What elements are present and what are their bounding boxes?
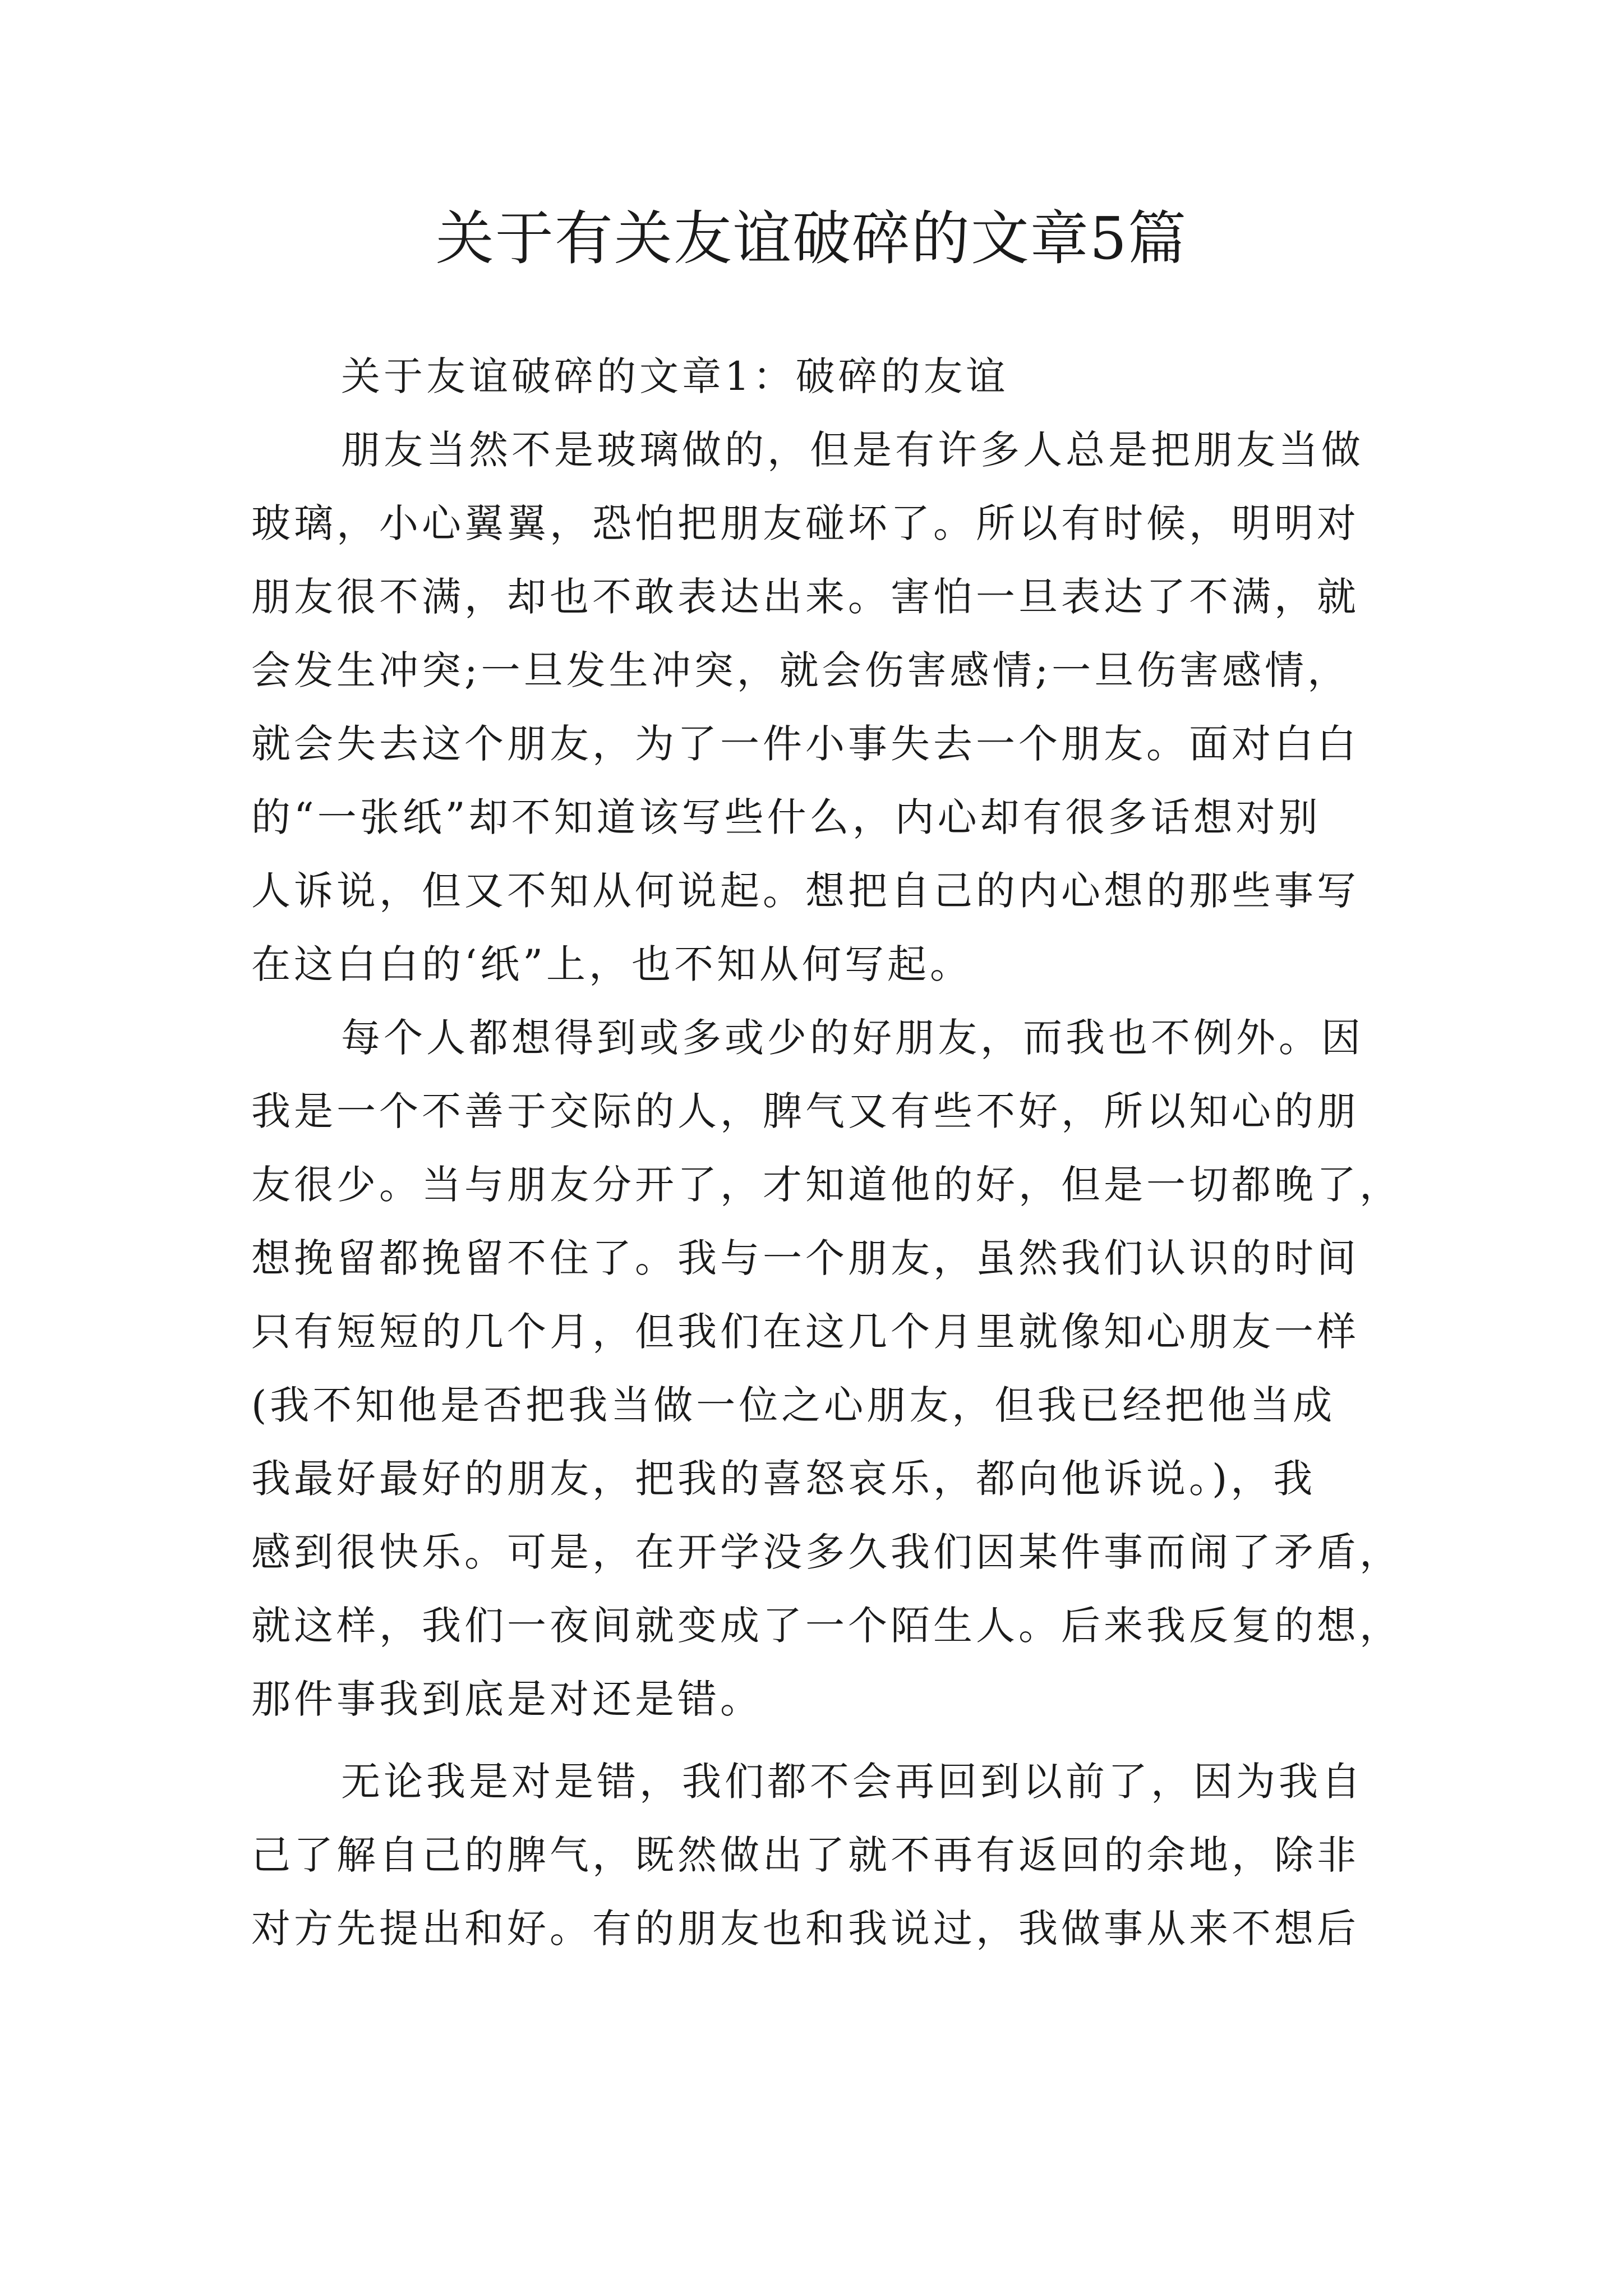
paragraph-line: 就会失去这个朋友，为了一件小事失去一个朋友。面对白白 — [251, 721, 1359, 767]
paragraph-line: 就这样，我们一夜间就变成了一个陌生人。后来我反复的想， — [251, 1603, 1402, 1649]
paragraph-1 — [251, 413, 1395, 1001]
paragraph-line: 只有短短的几个月，但我们在这几个月里就像知心朋友一样 — [251, 1309, 1359, 1355]
paragraph-line: 对方先提出和好。有的朋友也和我说过，我做事从来不想后 — [251, 1906, 1359, 1952]
paragraph-line: 朋友当然不是玻璃做的，但是有许多人总是把朋友当做 — [341, 427, 1364, 473]
paragraph-line: 那件事我到底是对还是错。 — [251, 1676, 763, 1722]
paragraph-line: 我是一个不善于交际的人，脾气又有些不好，所以知心的朋 — [251, 1088, 1359, 1134]
document-title: 关于有关友谊破碎的文章5篇 — [435, 204, 1188, 273]
paragraph-line: (我不知他是否把我当做一位之心朋友，但我已经把他当成 — [251, 1382, 1336, 1428]
paragraph-2 — [251, 1001, 1402, 1736]
paragraph-line: 想挽留都挽留不住了。我与一个朋友，虽然我们认识的时间 — [251, 1235, 1359, 1281]
paragraph-line: 的“一张纸”却不知道该写些什么，内心却有很多话想对别 — [251, 794, 1321, 840]
paragraph-line: 感到很快乐。可是，在开学没多久我们因某件事而闹了矛盾， — [251, 1529, 1402, 1575]
paragraph-line: 在这白白的‘纸”上，也不知从何写起。 — [251, 941, 973, 987]
paragraph-line: 朋友很不满，却也不敢表达出来。害怕一旦表达了不满，就 — [251, 574, 1359, 620]
document-body — [251, 340, 1402, 1966]
article-subheading: 关于友谊破碎的文章1：破碎的友谊 — [341, 353, 1009, 399]
paragraph-line: 己了解自己的脾气，既然做出了就不再有返回的余地，除非 — [251, 1832, 1359, 1878]
paragraph-3 — [251, 1745, 1395, 1966]
paragraph-line: 无论我是对是错，我们都不会再回到以前了，因为我自 — [341, 1759, 1364, 1805]
paragraph-line: 我最好最好的朋友，把我的喜怒哀乐，都向他诉说。)，我 — [251, 1456, 1316, 1502]
paragraph-line: 人诉说，但又不知从何说起。想把自己的内心想的那些事写 — [251, 868, 1359, 914]
paragraph-line: 每个人都想得到或多或少的好朋友，而我也不例外。因 — [341, 1015, 1364, 1061]
paragraph-line: 玻璃，小心翼翼，恐怕把朋友碰坏了。所以有时候，明明对 — [251, 500, 1359, 546]
paragraph-line: 会发生冲突;一旦发生冲突，就会伤害感情;一旦伤害感情， — [251, 647, 1350, 693]
paragraph-line: 友很少。当与朋友分开了，才知道他的好，但是一切都晚了， — [251, 1162, 1402, 1208]
paragraph-spacer — [251, 1736, 1395, 1745]
